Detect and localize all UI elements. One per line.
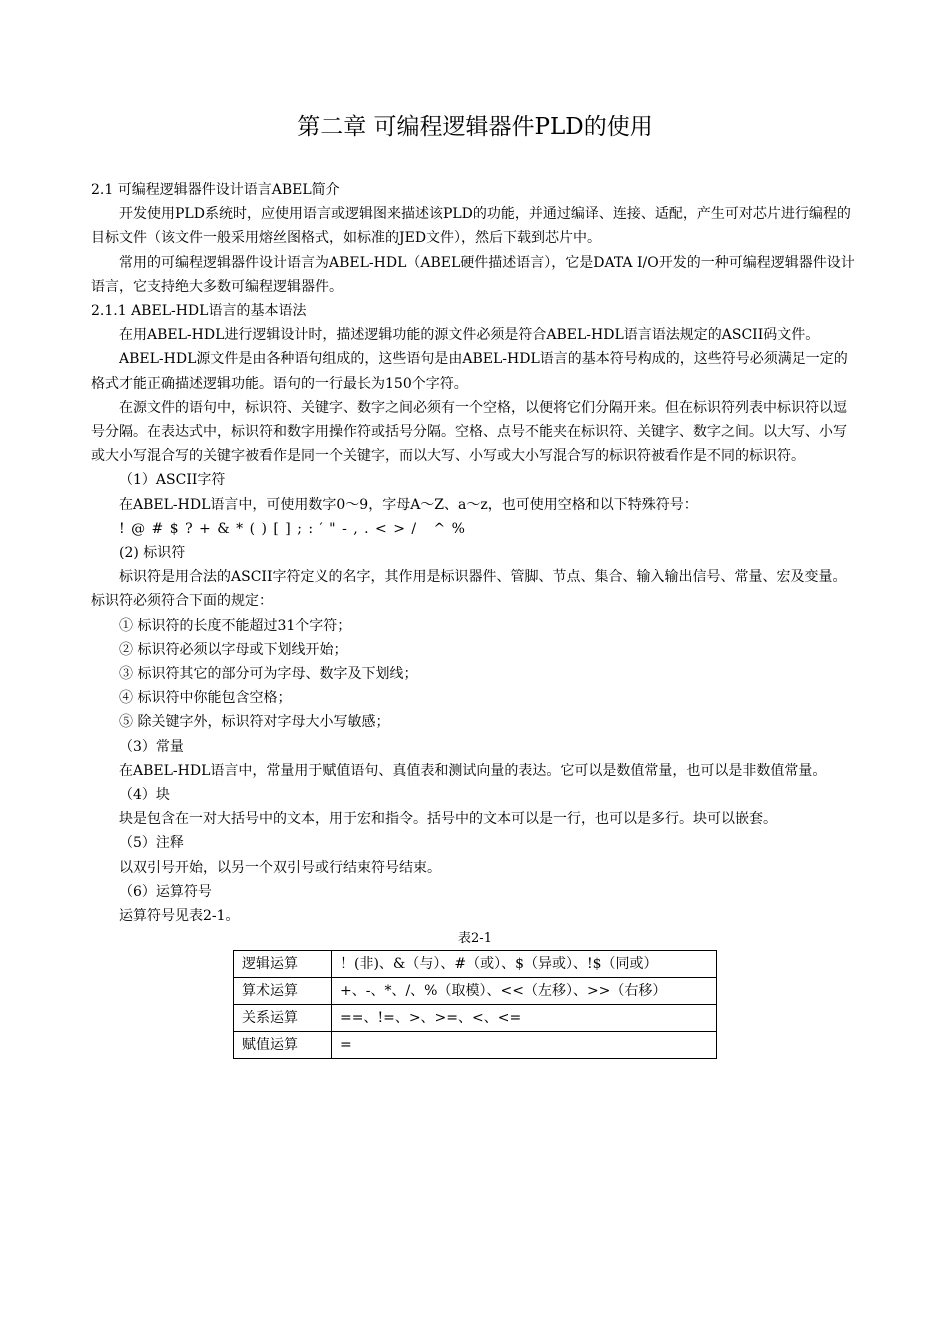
rule-item: ② 标识符必须以字母或下划线开始； (119, 641, 348, 658)
table-cell-ops: +、-、*、/、%（取模）、<<（左移）、>>（右移） (332, 978, 717, 1005)
table-cell-name: 算术运算 (234, 978, 332, 1005)
operator-table (233, 950, 717, 1059)
paragraph: ABEL-HDL源文件是由各种语句组成的，这些语句是由ABEL-HDL语言的基本符号构成的，这些符号必须满足一定的格式才能正确描述逻辑功能。语句的一行最长为150个字符。 (91, 351, 848, 392)
subheading-block: （4）块 (119, 787, 170, 804)
paragraph: 常用的可编程逻辑器件设计语言为ABEL-HDL（ABEL硬件描述语言），它是DATA I/O开发的一种可编程逻辑器件设计语言，它支持绝大多数可编程逻辑器件。 (91, 254, 855, 295)
chapter-title: 第二章 可编程逻辑器件PLD的使用 (297, 114, 653, 140)
paragraph: 在ABEL-HDL语言中，可使用数字0～9，字母A～Z、a～z，也可使用空格和以下特殊符号： (119, 496, 698, 513)
table-cell-ops: ==、!=、>、>=、<、<= (332, 1005, 717, 1032)
rule-item: ③ 标识符其它的部分可为字母、数字及下划线； (119, 666, 418, 683)
table-row (234, 1032, 717, 1059)
paragraph: 运算符号见表2-1。 (119, 908, 240, 925)
paragraph: 块是包含在一对大括号中的文本，用于宏和指令。括号中的文本可以是一行，也可以是多行。块可以嵌套。 (119, 811, 777, 828)
document-body (91, 178, 859, 1059)
rule-item: ⑤ 除关键字外，标识符对字母大小写敏感； (119, 714, 390, 731)
table-cell-ops: ！(非)、&（与）、#（或）、$（异或）、!$（同或） (332, 951, 717, 978)
subheading-operators: （6）运算符号 (119, 883, 212, 900)
paragraph: 标识符是用合法的ASCII字符定义的名字，其作用是标识器件、管脚、节点、集合、输入输出信号、常量、宏及变量。标识符必须符合下面的规定： (91, 569, 847, 610)
table-row (234, 951, 717, 978)
paragraph: 在用ABEL-HDL进行逻辑设计时，描述逻辑功能的源文件必须是符合ABEL-HDL语言语法规定的ASCII码文件。 (119, 327, 820, 344)
subheading-comment: （5）注释 (119, 835, 184, 852)
table-caption: 表2-1 (458, 931, 492, 947)
section-heading-2-1-1: 2.1.1 ABEL-HDL语言的基本语法 (91, 303, 307, 320)
table-cell-name: 赋值运算 (234, 1032, 332, 1059)
table-cell-name: 逻辑运算 (234, 951, 332, 978)
paragraph: 以双引号开始，以另一个双引号或行结束符号结束。 (119, 859, 441, 876)
paragraph: 开发使用PLD系统时，应使用语言或逻辑图来描述该PLD的功能，并通过编译、连接、适配，产生可对芯片进行编程的目标文件（该文件一般采用熔丝图格式，如标准的JED文件），然后下载到芯片中。 (91, 206, 851, 247)
paragraph: 在源文件的语句中，标识符、关键字、数字之间必须有一个空格，以便将它们分隔开来。但在标识符列表中标识符以逗号分隔。在表达式中，标识符和数字用操作符或括号分隔。空格、点号不能夹在标识符、关键字、数字之间。以大写、小写或大小写混合写的关键字被看作是同一个关键字，而以大写、小写或大小写混合写的标识符被看作是不同的标识符。 (91, 399, 847, 465)
section-heading-2-1: 2.1 可编程逻辑器件设计语言ABEL简介 (91, 182, 340, 198)
rule-item: ④ 标识符中你能包含空格； (119, 690, 292, 707)
table-row (234, 1005, 717, 1032)
subheading-ascii: （1）ASCII字符 (119, 472, 226, 489)
special-symbols: ! @ # $ ? + & * ( ) [ ] ; : ′ " - , . < > / ^ % (119, 520, 466, 537)
table-cell-ops: = (332, 1032, 717, 1059)
table-row (234, 978, 717, 1005)
table-cell-name: 关系运算 (234, 1005, 332, 1032)
rule-item: ① 标识符的长度不能超过31个字符； (119, 617, 352, 634)
paragraph: 在ABEL-HDL语言中，常量用于赋值语句、真值表和测试向量的表达。它可以是数值常量，也可以是非数值常量。 (119, 762, 827, 779)
subheading-constant: （3）常量 (119, 738, 184, 755)
subheading-identifier: (2) 标识符 (119, 545, 186, 562)
